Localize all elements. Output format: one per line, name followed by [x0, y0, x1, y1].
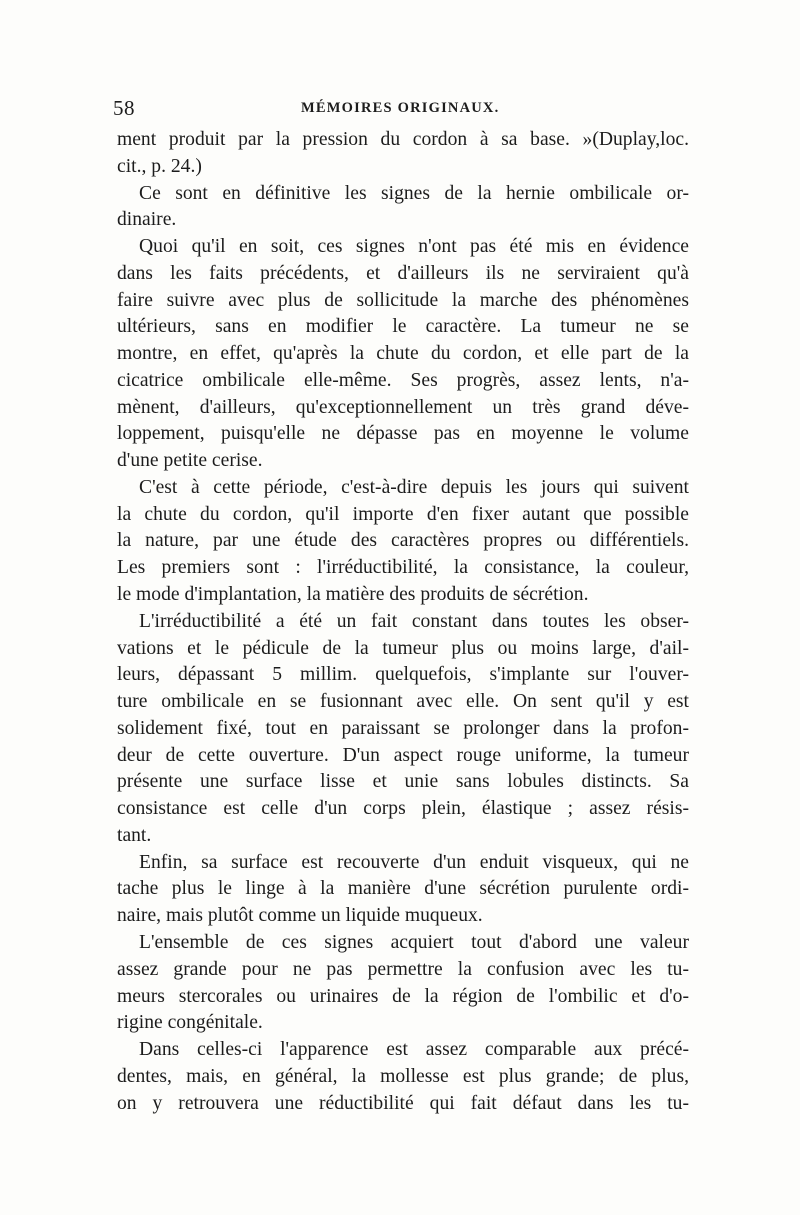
body-text	[117, 127, 689, 1117]
text-line: présente une surface lisse et unie sans lobules distincts. Sa	[117, 771, 689, 793]
page-number: 58	[113, 96, 135, 120]
text-line: vations et le pédicule de la tumeur plus ou moins large, d'ail-	[117, 637, 689, 659]
text-line: consistance est celle d'un corps plein, élastique ; assez résis-	[117, 798, 689, 820]
text-line: on y retrouvera une réductibilité qui fait défaut dans les tu-	[117, 1092, 689, 1114]
text-line: Ce sont en définitive les signes de la hernie ombilicale or-	[139, 182, 689, 204]
text-line: tant.	[117, 824, 152, 846]
text-line: rigine congénitale.	[117, 1012, 263, 1034]
text-line: leurs, dépassant 5 millim. quelquefois, s'implante sur l'ouver-	[117, 664, 689, 686]
text-line: C'est à cette période, c'est-à-dire depuis les jours qui suivent	[139, 476, 689, 498]
text-line: Enfin, sa surface est recouverte d'un enduit visqueux, qui ne	[139, 851, 689, 873]
text-line: meurs stercorales ou urinaires de la région de l'ombilic et d'o-	[117, 985, 689, 1007]
text-line: ture ombilicale en se fusionnant avec elle. On sent qu'il y est	[117, 691, 689, 713]
text-line: dentes, mais, en général, la mollesse est plus grande; de plus,	[117, 1065, 689, 1087]
text-line: mènent, d'ailleurs, qu'exceptionnellement un très grand déve-	[117, 396, 689, 418]
text-line: L'ensemble de ces signes acquiert tout d'abord une valeur	[139, 931, 689, 953]
text-line: Dans celles-ci l'apparence est assez comparable aux précé-	[139, 1039, 689, 1061]
running-title: MÉMOIRES ORIGINAUX.	[301, 100, 500, 116]
text-line: dinaire.	[117, 209, 177, 231]
text-line: la chute du cordon, qu'il importe d'en fixer autant que possible	[117, 503, 689, 525]
text-line: tache plus le linge à la manière d'une sécrétion purulente ordi-	[117, 878, 689, 900]
text-line: dans les faits précédents, et d'ailleurs ils ne serviraient qu'à	[117, 262, 689, 284]
text-line: deur de cette ouverture. D'un aspect rouge uniforme, la tumeur	[117, 744, 689, 766]
text-line: Quoi qu'il en soit, ces signes n'ont pas été mis en évidence	[139, 236, 689, 258]
text-line: le mode d'implantation, la matière des produits de sécrétion.	[117, 584, 589, 606]
text-line: montre, en effet, qu'après la chute du cordon, et elle part de la	[117, 343, 689, 365]
text-line: cicatrice ombilicale elle-même. Ses progrès, assez lents, n'a-	[117, 369, 689, 391]
text-line: d'une petite cerise.	[117, 450, 263, 472]
text-line: L'irréductibilité a été un fait constant dans toutes les obser-	[139, 610, 689, 632]
text-line: Les premiers sont : l'irréductibilité, la consistance, la couleur,	[117, 557, 689, 579]
running-head	[113, 96, 688, 120]
text-line: la nature, par une étude des caractères propres ou différentiels.	[117, 530, 689, 552]
text-line: naire, mais plutôt comme un liquide muqueux.	[117, 905, 483, 927]
text-line: solidement fixé, tout en paraissant se prolonger dans la profon-	[117, 717, 689, 739]
text-line: ment produit par la pression du cordon à sa base. »(Duplay,loc.	[117, 129, 689, 150]
text-line: assez grande pour ne pas permettre la confusion avec les tu-	[117, 958, 689, 980]
text-line: cit., p. 24.)	[117, 155, 202, 177]
text-line: loppement, puisqu'elle ne dépasse pas en moyenne le volume	[117, 423, 689, 445]
text-line: ultérieurs, sans en modifier le caractère. La tumeur ne se	[117, 316, 689, 338]
text-line: faire suivre avec plus de sollicitude la marche des phénomènes	[117, 289, 689, 311]
